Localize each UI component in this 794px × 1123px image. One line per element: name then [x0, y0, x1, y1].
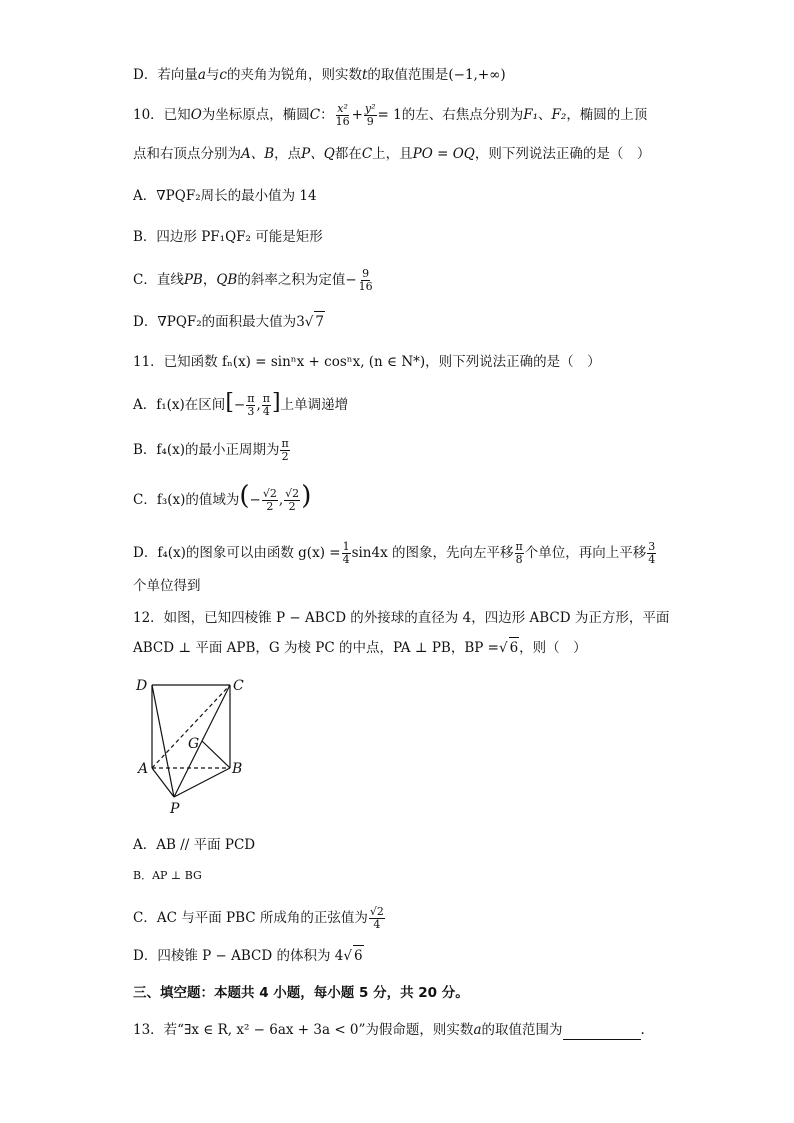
label-C: C: [233, 678, 244, 694]
fraction-sqrt2-4: $\frac{√2}{4}$: [369, 905, 384, 931]
answer-blank[interactable]: [563, 1025, 641, 1040]
fraction-sqrt2-2-left: $\frac{√2}{2}$: [262, 487, 277, 513]
q12-stem-line1: 12．如图，已知四棱锥 P − ABCD 的外接球的直径为 4，四边形 ABCD 为正方形，平面: [133, 610, 670, 626]
edge-BP: [174, 768, 230, 797]
radical-sign: √: [498, 640, 508, 656]
fraction-sqrt2-2-right: $\frac{√2}{2}$: [285, 487, 300, 513]
edge-GB: [202, 741, 230, 768]
q10-stem-line2: 点和右顶点分别为A、B，点P、Q都在C上，且PO = OQ，则下列说法正确的是（ ）: [133, 146, 651, 162]
fraction-pi-3: $\frac{\pi}{3}$: [247, 392, 255, 418]
q10-stem-line1: 10．已知O为坐标原点，椭圆C： $\frac{\text{x²}}{16}$ + $\frac{\text{y²}}{9}$ = 1的左、右焦点分别为F₁、F₂，椭圆的上顶: [133, 102, 648, 128]
fraction-9-16: $\frac{9}{16}$: [358, 267, 373, 293]
q12-option-d: D．四棱锥 P − ABCD 的体积为 4√ 6: [133, 945, 364, 966]
label-D: D: [136, 678, 148, 694]
q13-stem: 13．若“∃x ∈ R, x² − 6ax + 3a < 0”为假命题，则实数a的取值范围为 .: [133, 1022, 645, 1038]
radical-sign: √: [304, 314, 314, 330]
fraction-x2-16: $\frac{\text{x²}}{16}$: [335, 102, 350, 128]
q11-stem: 11．已知函数 fₙ(x) = sinⁿx + cosⁿx, (n ∈ N*)，则下列说法正确的是（ ）: [133, 354, 601, 370]
q11-option-d-line1: D．f₄(x)的图象可以由函数 g(x) = $\frac{1}{4}$ sin4x 的图象，先向左平移 $\frac{\pi}{8}$ 个单位，再向上平移 $\frac{3}{4}$: [133, 540, 656, 566]
q9-option-d: D．若向量a与c的夹角为锐角，则实数t的取值范围是(−1,+∞): [133, 67, 506, 83]
pyramid-figure: [130, 670, 260, 820]
fraction-pi-4: $\frac{\pi}{4}$: [262, 392, 270, 418]
section-heading-fill-in: 三、填空题：本题共 4 小题，每小题 5 分，共 20 分。: [133, 985, 469, 1001]
q11-option-b: B．f₄(x)的最小正周期为 $\frac{\pi}{2}$: [133, 437, 289, 463]
q10-option-c: C．直线PB，QB的斜率之积为定值− $\frac{9}{16}$: [133, 267, 373, 293]
q12-stem-line2: ABCD ⊥ 平面 APB，G 为棱 PC 的中点，PA ⊥ PB，BP =√ 6，则（ ）: [133, 637, 587, 658]
q12-option-b: B．AP ⊥ BG: [133, 869, 202, 882]
q11-option-c: C．f₃(x)的值域为(− $\frac{√2}{2}$ , $\frac{√2}{2}$ ): [133, 481, 312, 513]
fraction-y2-9: $\frac{\text{y²}}{9}$: [364, 102, 376, 128]
fraction-pi-8: $\frac{\pi}{8}$: [515, 540, 523, 566]
edge-AC-dashed: [152, 685, 230, 768]
q12-option-a: A．AB // 平面 PCD: [133, 837, 256, 853]
q12-option-c: C．AC 与平面 PBC 所成角的正弦值为 $\frac{√2}{4}$: [133, 905, 384, 931]
radical-sign: √: [343, 948, 352, 964]
fraction-pi-2: $\frac{\pi}{2}$: [281, 437, 289, 463]
fraction-3-4: $\frac{3}{4}$: [648, 540, 656, 566]
label-P: P: [170, 801, 180, 817]
label-B: B: [232, 761, 243, 777]
fraction-1-4: $\frac{1}{4}$: [342, 540, 350, 566]
q10-option-b: B．四边形 PF₁QF₂ 可能是矩形: [133, 229, 323, 245]
q11-option-a: A．f₁(x)在区间[− $\frac{\pi}{3}$ , $\frac{\pi}{4}$ ]上单调递增: [133, 390, 349, 418]
label-A: A: [138, 761, 149, 777]
q10-option-d: D．∇PQF₂的面积最大值为3√ 7: [133, 311, 325, 332]
q10-option-a: A．∇PQF₂周长的最小值为 14: [133, 188, 317, 204]
q11-option-d-line2: 个单位得到: [133, 578, 201, 594]
label-G: G: [188, 736, 200, 752]
edge-DP: [152, 685, 174, 797]
